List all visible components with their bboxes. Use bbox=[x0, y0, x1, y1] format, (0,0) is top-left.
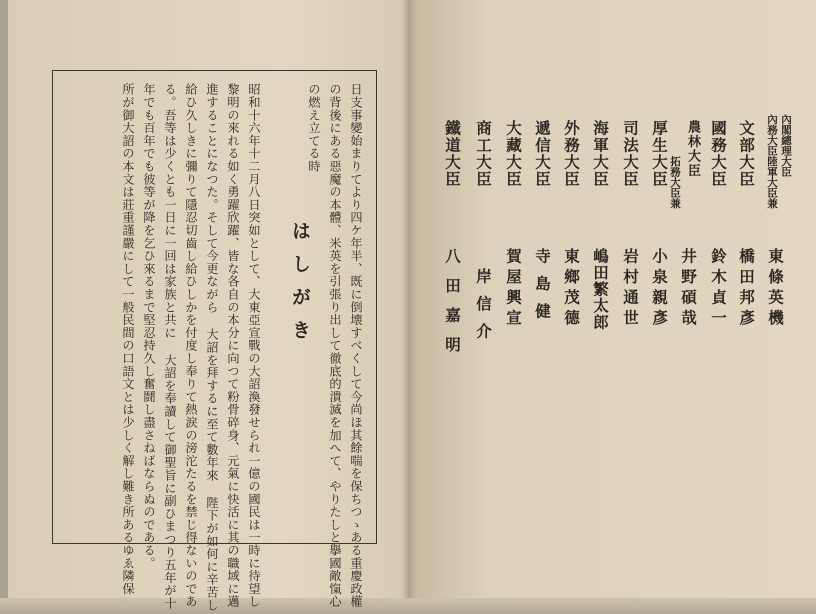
minister-office: 遞信大臣 bbox=[533, 120, 552, 188]
minister-office: 大藏大臣 bbox=[504, 120, 523, 188]
minister-office-small: 拓務大臣兼 bbox=[669, 156, 682, 209]
book-gutter bbox=[402, 0, 416, 614]
minister-name: 東鄉茂德 bbox=[562, 248, 581, 330]
minister-name: 賀屋興宣 bbox=[504, 248, 523, 330]
minister-name: 寺島健 bbox=[533, 248, 552, 331]
preface-line: 給ひ久しきに彌りて隱忍切齒し給ひしかを付度し奉りて熱涙の滂沱たるを禁じ得ないのであ bbox=[184, 83, 198, 608]
minister-name: 嶋田繁太郎 bbox=[591, 248, 610, 331]
preface-line: 所が御大詔の本文は莊重謹嚴にして一般民間の口語文とは少しく解し難き所あるゆゑ隣保 bbox=[121, 83, 135, 595]
preface-line: の燃え立てる時 bbox=[307, 83, 321, 173]
preface-line: 日支事變始まりてより四ケ年半、既に倒壊すべくして今尚ほ其餘喘を保ちつゝある重慶政權 bbox=[349, 83, 363, 608]
minister-office-small: 內務大臣陸軍大臣兼 bbox=[766, 114, 779, 209]
minister-office: 司法大臣 bbox=[621, 120, 640, 188]
minister-name: 岸信介 bbox=[474, 268, 493, 351]
preface-line: 年でも百年でも彼等が降を乞ひ來るまで堅忍持久し奮鬪し盡さねばならぬのである。 bbox=[142, 83, 156, 570]
preface-line: の背後にある惡魔の本體、米英を引張り出して徹底的潰滅を加へて、やりたしと擧國敵愾心 bbox=[328, 83, 342, 608]
minister-office: 國務大臣 bbox=[709, 120, 728, 188]
minister-name: 井野碩哉 bbox=[679, 248, 698, 330]
minister-office: 海軍大臣 bbox=[591, 120, 610, 188]
minister-office: 文部大臣 bbox=[737, 120, 756, 188]
preface-line: る。吾等は少くとも一日に一回は家族と共に 大詔を奉讀して御聖旨に副ひまつり五年が十 bbox=[163, 83, 177, 610]
preface-line: 昭和十六年十二月八日突如として、大東亞宣戰の大詔渙發せられ一億の國民は一時に待望し bbox=[247, 83, 261, 608]
minister-name: 橋田邦彥 bbox=[737, 248, 756, 330]
minister-name: 岩村通世 bbox=[621, 248, 640, 330]
preface-line: 黎明の來れる如く勇躍欣躍、皆な各自の本分に向つて粉骨碎身、元氣に快活に其の職域に邁 bbox=[226, 83, 240, 608]
minister-office: 厚生大臣 bbox=[650, 120, 669, 188]
bottom-edge bbox=[0, 598, 816, 614]
minister-office: 鐵道大臣 bbox=[443, 120, 462, 188]
minister-name: 八田嘉明 bbox=[443, 248, 462, 366]
minister-office: 農林大臣 bbox=[685, 120, 700, 178]
page-edge bbox=[0, 0, 8, 614]
preface-frame bbox=[52, 70, 377, 612]
preface-title: はしがき bbox=[289, 221, 311, 353]
minister-name: 鈴木貞一 bbox=[709, 248, 728, 330]
preface-line: 進することになつた。そして今更ながら 大詔を拜するに至て數年來 陛下が如何に辛苦し bbox=[205, 83, 219, 612]
minister-name: 東條英機 bbox=[766, 248, 785, 330]
minister-office: 商工大臣 bbox=[474, 120, 493, 188]
minister-office: 外務大臣 bbox=[562, 120, 581, 188]
minister-name: 小泉親彥 bbox=[650, 248, 669, 330]
minister-office-small: 內閣總理大臣 bbox=[780, 114, 793, 177]
